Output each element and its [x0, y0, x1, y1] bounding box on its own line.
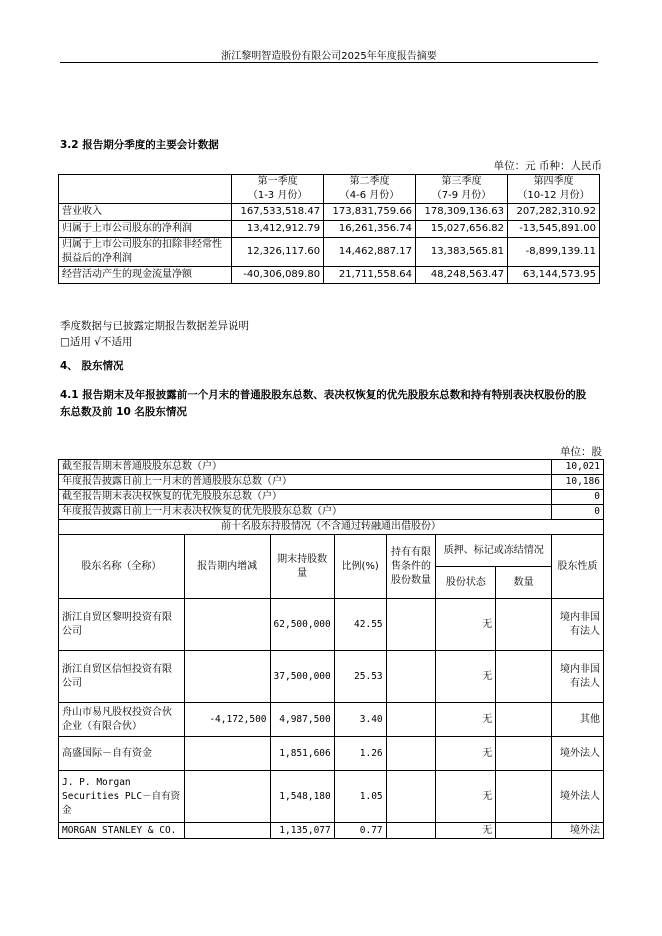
holder-nature: 境内非国有法人 — [552, 651, 604, 703]
col-header-pledge: 质押、标记或冻结情况 — [436, 535, 552, 567]
holder-change — [184, 737, 270, 771]
value-cell: -8,899,139.11 — [508, 238, 600, 267]
row-label: 营业收入 — [59, 204, 232, 221]
holder-name: 舟山市易凡股权投资合伙企业（有限合伙） — [59, 703, 185, 737]
value-cell: 167,533,518.47 — [232, 204, 324, 221]
holder-status: 无 — [436, 599, 496, 651]
table-row — [59, 771, 604, 823]
total-row — [59, 460, 604, 475]
value-cell: 13,412,912.79 — [232, 221, 324, 238]
value-cell: 13,383,565.81 — [416, 238, 508, 267]
holder-nature: 境外法人 — [552, 737, 604, 771]
holder-held: 37,500,000 — [270, 651, 334, 703]
value-cell: 207,282,310.92 — [508, 204, 600, 221]
value-cell: 16,261,356.74 — [324, 221, 416, 238]
section-4-1-title: 4.1 报告期末及年报披露前一个月末的普通股股东总数、表决权恢复的优先股股东总数和持有特别表决权股份的股东总数及前 10 名股东情况 — [60, 389, 587, 418]
holder-name: 浙江自贸区黎明投资有限公司 — [59, 599, 185, 651]
holder-restricted — [386, 703, 436, 737]
holder-ratio: 42.55 — [334, 599, 386, 651]
holder-held: 1,135,077 — [270, 823, 334, 839]
holder-change — [184, 771, 270, 823]
value-cell: 178,309,136.63 — [416, 204, 508, 221]
total-row — [59, 490, 604, 505]
row-label: 经营活动产生的现金流量净额 — [59, 267, 232, 284]
holder-qty — [496, 823, 552, 839]
total-row — [59, 475, 604, 490]
col-header-restricted: 持有有限售条件的股份数量 — [386, 535, 436, 599]
difference-note: 季度数据与已披露定期报告数据差异说明 — [60, 320, 249, 332]
unit-label-shares: 单位：股 — [560, 446, 602, 458]
holder-ratio: 25.53 — [334, 651, 386, 703]
value-cell: 48,248,563.47 — [416, 267, 508, 284]
holder-status: 无 — [436, 703, 496, 737]
value-cell: 14,462,887.17 — [324, 238, 416, 267]
col-header-nature: 股东性质 — [552, 535, 604, 599]
total-row — [59, 505, 604, 520]
holder-qty — [496, 737, 552, 771]
value-cell: 173,831,759.66 — [324, 204, 416, 221]
header-divider — [60, 62, 598, 63]
total-value: 0 — [552, 490, 604, 505]
holder-status: 无 — [436, 737, 496, 771]
quarterly-data-table — [58, 174, 600, 284]
holder-restricted — [386, 823, 436, 839]
holder-nature: 其他 — [552, 703, 604, 737]
holder-change — [184, 599, 270, 651]
holder-qty — [496, 651, 552, 703]
table-row — [59, 599, 604, 651]
holder-nature: 境外法人 — [552, 771, 604, 823]
table-header-row — [59, 175, 600, 204]
quarter-header: 第三季度 （7-9 月份） — [416, 175, 508, 204]
holder-change — [184, 651, 270, 703]
value-cell: 21,711,558.64 — [324, 267, 416, 284]
unit-label-currency: 单位：元 币种：人民币 — [493, 160, 602, 172]
holder-held: 1,548,180 — [270, 771, 334, 823]
total-label: 截至报告期末表决权恢复的优先股股东总数（户） — [59, 490, 552, 505]
total-label: 年度报告披露日前上一月末的普通股股东总数（户） — [59, 475, 552, 490]
section-4-title: 4、 股东情况 — [60, 360, 124, 372]
value-cell: 15,027,656.82 — [416, 221, 508, 238]
holder-status: 无 — [436, 651, 496, 703]
header-empty-cell — [59, 175, 232, 204]
row-label: 归属于上市公司股东的净利润 — [59, 221, 232, 238]
holder-change — [184, 823, 270, 839]
quarter-header: 第一季度 （1-3 月份） — [232, 175, 324, 204]
holder-qty — [496, 771, 552, 823]
col-header-qty: 数量 — [496, 567, 552, 599]
holder-qty — [496, 703, 552, 737]
holder-held: 1,851,606 — [270, 737, 334, 771]
table-row — [59, 204, 600, 221]
table-row — [59, 221, 600, 238]
quarter-header: 第二季度 （4-6 月份） — [324, 175, 416, 204]
holder-ratio: 1.05 — [334, 771, 386, 823]
holder-name: 浙江自贸区信恒投资有限公司 — [59, 651, 185, 703]
holder-restricted — [386, 599, 436, 651]
holder-nature: 境外法 — [552, 823, 604, 839]
holder-restricted — [386, 651, 436, 703]
shareholder-table — [58, 459, 604, 839]
total-label: 年度报告披露日前上一月末表决权恢复的优先股股东总数（户） — [59, 505, 552, 520]
holder-name: MORGAN STANLEY & CO. — [59, 823, 185, 839]
row-label: 归属于上市公司股东的扣除非经常性损益后的净利润 — [59, 238, 232, 267]
holder-qty — [496, 599, 552, 651]
holder-name: 高盛国际－自有资金 — [59, 737, 185, 771]
value-cell: 63,144,573.95 — [508, 267, 600, 284]
total-value: 10,021 — [552, 460, 604, 475]
top10-title-row — [59, 520, 604, 535]
page-header: 浙江黎明智造股份有限公司2025年年度报告摘要 — [221, 51, 437, 62]
holder-change: -4,172,500 — [184, 703, 270, 737]
table-row — [59, 651, 604, 703]
holder-nature: 境内非国有法人 — [552, 599, 604, 651]
col-header-status: 股份状态 — [436, 567, 496, 599]
value-cell: -13,545,891.00 — [508, 221, 600, 238]
value-cell: 12,326,117.60 — [232, 238, 324, 267]
quarter-header: 第四季度 （10-12 月份） — [508, 175, 600, 204]
top10-title: 前十名股东持股情况（不含通过转融通出借股份） — [59, 520, 604, 535]
holder-held: 62,500,000 — [270, 599, 334, 651]
col-header-change: 报告期内增减 — [184, 535, 270, 599]
col-header-name: 股东名称（全称） — [59, 535, 185, 599]
holder-status: 无 — [436, 771, 496, 823]
total-value: 0 — [552, 505, 604, 520]
table-row — [59, 267, 600, 284]
applicable-checkbox-line: □适用 √不适用 — [60, 336, 133, 348]
value-cell: -40,306,089.80 — [232, 267, 324, 284]
table-row — [59, 238, 600, 267]
holder-ratio: 3.40 — [334, 703, 386, 737]
total-label: 截至报告期末普通股股东总数（户） — [59, 460, 552, 475]
holder-restricted — [386, 737, 436, 771]
holder-ratio: 0.77 — [334, 823, 386, 839]
table-row — [59, 823, 604, 839]
col-header-held: 期末持股数量 — [270, 535, 334, 599]
holder-ratio: 1.26 — [334, 737, 386, 771]
column-header-row — [59, 535, 604, 567]
section-3-2-title: 3.2 报告期分季度的主要会计数据 — [60, 139, 219, 151]
table-row — [59, 737, 604, 771]
table-row — [59, 703, 604, 737]
col-header-ratio: 比例(%) — [334, 535, 386, 599]
holder-held: 4,987,500 — [270, 703, 334, 737]
holder-name: J. P. Morgan Securities PLC－自有资金 — [59, 771, 185, 823]
total-value: 10,186 — [552, 475, 604, 490]
holder-restricted — [386, 771, 436, 823]
holder-status: 无 — [436, 823, 496, 839]
